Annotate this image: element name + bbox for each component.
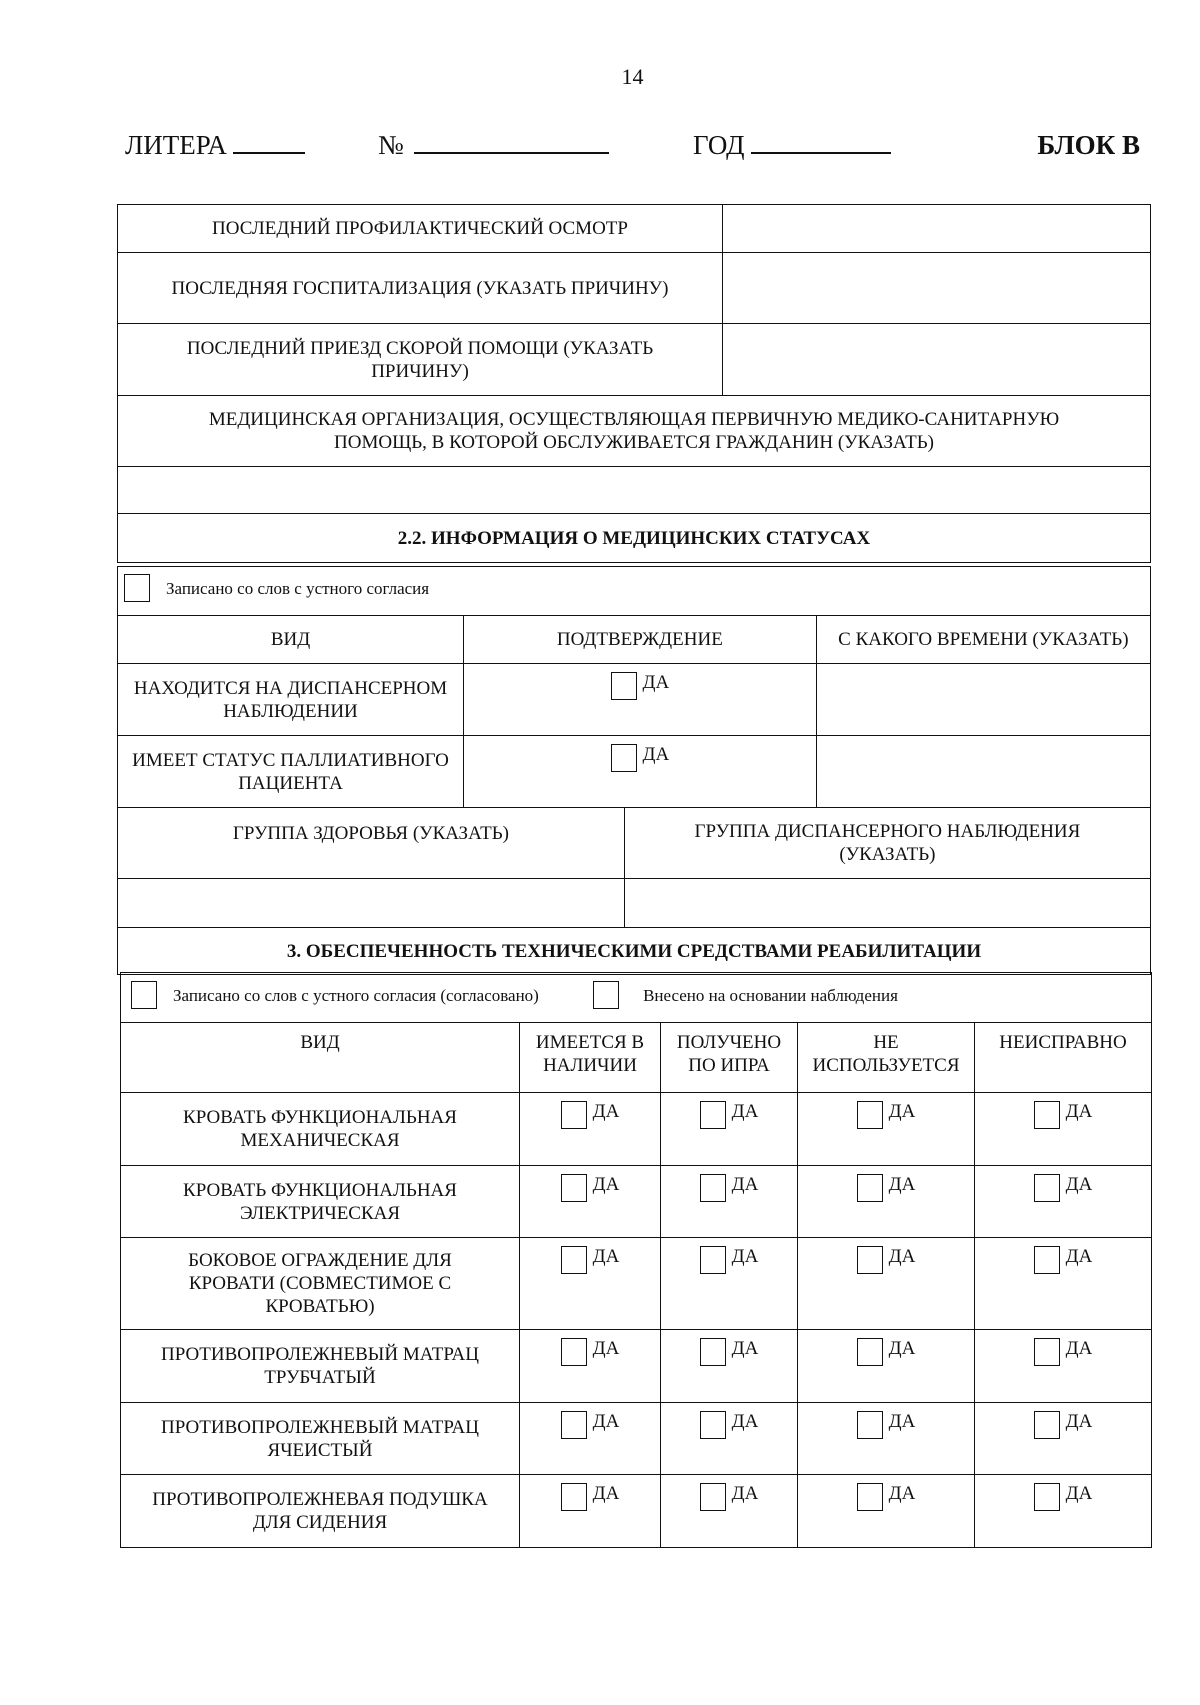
rehab-available-checkbox[interactable] xyxy=(561,1411,587,1439)
table-row xyxy=(118,205,1151,253)
rehab-available-checkbox[interactable] xyxy=(561,1101,587,1129)
medical-status-table xyxy=(117,566,1151,975)
col-header-confirmation: ПОДТВЕРЖДЕНИЕ xyxy=(464,616,817,664)
rehab-received-checkbox[interactable] xyxy=(700,1411,726,1439)
col-header-received: ПОЛУЧЕНО ПО ИПРА xyxy=(661,1023,798,1093)
section-3-title: 3. ОБЕСПЕЧЕННОСТЬ ТЕХНИЧЕСКИМИ СРЕДСТВАМИ РЕАБИЛИТАЦИИ xyxy=(118,928,1151,975)
rehab-available-cell xyxy=(520,1475,661,1548)
rehab-unused-checkbox[interactable] xyxy=(857,1338,883,1366)
rehab-item-label: ПРОТИВОПРОЛЕЖНЕВЫЙ МАТРАЦ ЯЧЕИСТЫЙ xyxy=(121,1403,520,1475)
yes-label: ДА xyxy=(731,1338,759,1359)
yes-label: ДА xyxy=(888,1338,916,1359)
rehab-item-label: ПРОТИВОПРОЛЕЖНЕВАЯ ПОДУШКА ДЛЯ СИДЕНИЯ xyxy=(121,1475,520,1548)
rehab-received-checkbox[interactable] xyxy=(700,1483,726,1511)
rehab-unused-cell xyxy=(798,1238,975,1330)
rehab-faulty-cell xyxy=(975,1403,1152,1475)
rehab-available-checkbox[interactable] xyxy=(561,1174,587,1202)
rehab-unused-checkbox[interactable] xyxy=(857,1411,883,1439)
rehab-available-checkbox[interactable] xyxy=(561,1246,587,1274)
table-row xyxy=(118,567,1151,616)
year-label: ГОД xyxy=(693,130,745,160)
yes-label: ДА xyxy=(592,1101,620,1122)
rehab-faulty-checkbox[interactable] xyxy=(1034,1246,1060,1274)
rehab-received-cell xyxy=(661,1403,798,1475)
rehab-unused-checkbox[interactable] xyxy=(857,1483,883,1511)
table-row xyxy=(121,1166,1152,1238)
page-number: 14 xyxy=(621,64,644,89)
status-label-dispensary: НАХОДИТСЯ НА ДИСПАНСЕРНОМ НАБЛЮДЕНИИ xyxy=(118,664,464,736)
rehab-faulty-checkbox[interactable] xyxy=(1034,1338,1060,1366)
yes-label: ДА xyxy=(592,1246,620,1267)
health-group-label: ГРУППА ЗДОРОВЬЯ (УКАЗАТЬ) xyxy=(118,808,625,879)
col-header-faulty: НЕИСПРАВНО xyxy=(975,1023,1152,1093)
yes-label: ДА xyxy=(888,1483,916,1504)
litera-label: ЛИТЕРА xyxy=(125,130,227,160)
dispensary-yes-checkbox[interactable] xyxy=(611,672,637,700)
col-header-available: ИМЕЕТСЯ В НАЛИЧИИ xyxy=(520,1023,661,1093)
number-label: № xyxy=(378,130,404,160)
health-group-value[interactable] xyxy=(118,879,625,928)
rehab-rows xyxy=(121,1093,1152,1548)
table-row xyxy=(118,467,1151,514)
rehab-faulty-cell xyxy=(975,1093,1152,1166)
palliative-yes-checkbox[interactable] xyxy=(611,744,637,772)
status-confirm-palliative xyxy=(464,736,817,808)
table-row xyxy=(118,928,1151,975)
rehab-available-cell xyxy=(520,1330,661,1403)
section-2-2-title: 2.2. ИНФОРМАЦИЯ О МЕДИЦИНСКИХ СТАТУСАХ xyxy=(118,514,1151,563)
consent-row xyxy=(118,567,1151,616)
year-line[interactable] xyxy=(751,130,891,154)
consent-row xyxy=(121,973,1152,1023)
rehab-available-cell xyxy=(520,1166,661,1238)
yes-label: ДА xyxy=(888,1174,916,1195)
rehab-unused-checkbox[interactable] xyxy=(857,1101,883,1129)
rehab-received-checkbox[interactable] xyxy=(700,1246,726,1274)
consent-checkbox[interactable] xyxy=(124,574,150,602)
rehab-item-label: КРОВАТЬ ФУНКЦИОНАЛЬНАЯ ЭЛЕКТРИЧЕСКАЯ xyxy=(121,1166,520,1238)
table-row xyxy=(121,1475,1152,1548)
rehab-unused-checkbox[interactable] xyxy=(857,1174,883,1202)
rehab-faulty-checkbox[interactable] xyxy=(1034,1174,1060,1202)
info-label-ambulance: ПОСЛЕДНИЙ ПРИЕЗД СКОРОЙ ПОМОЩИ (УКАЗАТЬ ПРИЧИНУ) xyxy=(118,324,723,396)
status-since-palliative[interactable] xyxy=(816,736,1150,808)
medical-org-value[interactable] xyxy=(118,467,1151,514)
agreed-consent-label: Записано со слов с устного согласия (согласовано) xyxy=(173,985,539,1005)
table-row xyxy=(121,1330,1152,1403)
info-value-hospitalization[interactable] xyxy=(723,253,1151,324)
rehab-means-table xyxy=(120,972,1152,1548)
yes-label: ДА xyxy=(731,1101,759,1122)
number-line[interactable] xyxy=(414,130,609,154)
yes-label: ДА xyxy=(1065,1338,1093,1359)
rehab-faulty-cell xyxy=(975,1238,1152,1330)
status-since-dispensary[interactable] xyxy=(816,664,1150,736)
table-row xyxy=(118,616,1151,664)
rehab-item-label: БОКОВОЕ ОГРАЖДЕНИЕ ДЛЯ КРОВАТИ (СОВМЕСТИМОЕ С КРОВАТЬЮ) xyxy=(121,1238,520,1330)
yes-label: ДА xyxy=(592,1174,620,1195)
col-header-since: С КАКОГО ВРЕМЕНИ (УКАЗАТЬ) xyxy=(816,616,1150,664)
yes-label: ДА xyxy=(1065,1174,1093,1195)
rehab-unused-checkbox[interactable] xyxy=(857,1246,883,1274)
table-row xyxy=(121,1238,1152,1330)
yes-label: ДА xyxy=(1065,1411,1093,1432)
yes-label: ДА xyxy=(642,672,670,693)
status-label-palliative: ИМЕЕТ СТАТУС ПАЛЛИАТИВНОГО ПАЦИЕНТА xyxy=(118,736,464,808)
yes-label: ДА xyxy=(731,1483,759,1504)
info-value-checkup[interactable] xyxy=(723,205,1151,253)
table-row xyxy=(118,253,1151,324)
yes-label: ДА xyxy=(642,744,670,765)
litera-field[interactable] xyxy=(125,130,305,161)
yes-label: ДА xyxy=(888,1411,916,1432)
rehab-available-cell xyxy=(520,1238,661,1330)
rehab-received-checkbox[interactable] xyxy=(700,1338,726,1366)
litera-line[interactable] xyxy=(233,130,305,154)
rehab-faulty-checkbox[interactable] xyxy=(1034,1483,1060,1511)
info-value-ambulance[interactable] xyxy=(723,324,1151,396)
table-row xyxy=(118,514,1151,563)
table-row xyxy=(118,879,1151,928)
rehab-item-label: КРОВАТЬ ФУНКЦИОНАЛЬНАЯ МЕХАНИЧЕСКАЯ xyxy=(121,1093,520,1166)
rehab-faulty-checkbox[interactable] xyxy=(1034,1101,1060,1129)
rehab-received-cell xyxy=(661,1166,798,1238)
rehab-received-cell xyxy=(661,1330,798,1403)
agreed-consent-checkbox[interactable] xyxy=(131,981,157,1009)
table-row xyxy=(118,324,1151,396)
rehab-available-checkbox[interactable] xyxy=(561,1483,587,1511)
yes-label: ДА xyxy=(888,1101,916,1122)
rehab-faulty-cell xyxy=(975,1475,1152,1548)
status-confirm-dispensary xyxy=(464,664,817,736)
yes-label: ДА xyxy=(592,1483,620,1504)
rehab-faulty-checkbox[interactable] xyxy=(1034,1411,1060,1439)
observation-label: Внесено на основании наблюдения xyxy=(643,985,898,1005)
table-row xyxy=(121,1093,1152,1166)
rehab-available-cell xyxy=(520,1093,661,1166)
yes-label: ДА xyxy=(592,1411,620,1432)
year-field[interactable] xyxy=(693,130,891,161)
table-row xyxy=(118,808,1151,879)
col-header-unused: НЕ ИСПОЛЬЗУЕТСЯ xyxy=(798,1023,975,1093)
yes-label: ДА xyxy=(731,1246,759,1267)
block-label: БЛОК В xyxy=(1037,130,1140,160)
observation-checkbox[interactable] xyxy=(593,981,619,1009)
col-header-type: ВИД xyxy=(121,1023,520,1093)
table-row xyxy=(121,1023,1152,1093)
rehab-received-checkbox[interactable] xyxy=(700,1101,726,1129)
rehab-item-label: ПРОТИВОПРОЛЕЖНЕВЫЙ МАТРАЦ ТРУБЧАТЫЙ xyxy=(121,1330,520,1403)
yes-label: ДА xyxy=(592,1338,620,1359)
table-row xyxy=(121,1403,1152,1475)
rehab-received-cell xyxy=(661,1475,798,1548)
yes-label: ДА xyxy=(888,1246,916,1267)
medical-org-label: МЕДИЦИНСКАЯ ОРГАНИЗАЦИЯ, ОСУЩЕСТВЛЯЮЩАЯ ПЕРВИЧНУЮ МЕДИКО-САНИТАРНУЮ ПОМОЩЬ, В КОТОРОЙ ОБСЛУЖИВАЕТСЯ ГРАЖДАНИН (УКАЗАТЬ) xyxy=(118,396,1151,467)
yes-label: ДА xyxy=(1065,1483,1093,1504)
rehab-received-checkbox[interactable] xyxy=(700,1174,726,1202)
table-row xyxy=(121,973,1152,1023)
rehab-available-cell xyxy=(520,1403,661,1475)
dispensary-group-label: ГРУППА ДИСПАНСЕРНОГО НАБЛЮДЕНИЯ (УКАЗАТЬ) xyxy=(624,808,1150,879)
rehab-received-cell xyxy=(661,1238,798,1330)
form-header xyxy=(125,130,1140,166)
yes-label: ДА xyxy=(731,1174,759,1195)
rehab-unused-cell xyxy=(798,1330,975,1403)
rehab-faulty-cell xyxy=(975,1166,1152,1238)
yes-label: ДА xyxy=(1065,1101,1093,1122)
rehab-available-checkbox[interactable] xyxy=(561,1338,587,1366)
yes-label: ДА xyxy=(731,1411,759,1432)
rehab-received-cell xyxy=(661,1093,798,1166)
rehab-unused-cell xyxy=(798,1475,975,1548)
col-header-type: ВИД xyxy=(118,616,464,664)
number-field[interactable] xyxy=(378,130,609,161)
yes-label: ДА xyxy=(1065,1246,1093,1267)
rehab-faulty-cell xyxy=(975,1330,1152,1403)
dispensary-group-value[interactable] xyxy=(624,879,1150,928)
general-info-table xyxy=(117,204,1151,563)
rehab-unused-cell xyxy=(798,1403,975,1475)
rehab-unused-cell xyxy=(798,1166,975,1238)
table-row xyxy=(118,664,1151,736)
info-label-checkup: ПОСЛЕДНИЙ ПРОФИЛАКТИЧЕСКИЙ ОСМОТР xyxy=(118,205,723,253)
info-label-hospitalization: ПОСЛЕДНЯЯ ГОСПИТАЛИЗАЦИЯ (УКАЗАТЬ ПРИЧИНУ) xyxy=(118,253,723,324)
table-row xyxy=(118,396,1151,467)
rehab-unused-cell xyxy=(798,1093,975,1166)
table-row xyxy=(118,736,1151,808)
consent-label: Записано со слов с устного согласия xyxy=(166,579,430,598)
